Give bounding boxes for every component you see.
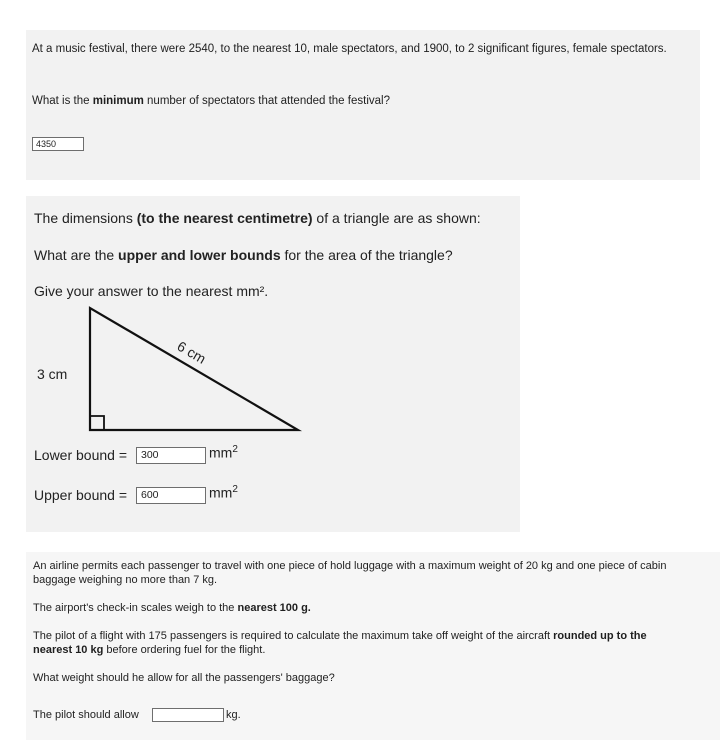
triangle-shape: [90, 308, 298, 430]
q2-line2-post: for the area of the triangle?: [280, 247, 453, 263]
q2-line-3: Give your answer to the nearest mm².: [34, 283, 269, 299]
upper-bound-input[interactable]: 600: [136, 487, 206, 504]
q3-para-3b: [33, 644, 265, 656]
q3-para-1: An airline permits each passenger to travel with one piece of hold luggage with a maximum weight of 20 kg and one piece of cabin: [33, 560, 667, 572]
upper-unit-text: mm: [209, 484, 233, 501]
q1-answer-input[interactable]: 4350: [32, 137, 84, 151]
lower-bound-unit: [209, 444, 238, 461]
lower-bound-input[interactable]: 300: [136, 447, 206, 464]
question-3-card: [26, 552, 720, 740]
question-2-card: [26, 196, 520, 532]
q2-line2-pre: What are the: [34, 247, 119, 263]
q1-question-pre: What is the: [32, 95, 93, 107]
q2-line1-post: of a triangle are as shown:: [312, 210, 481, 226]
q3-para-1b: baggage weighing no more than 7 kg.: [33, 574, 218, 586]
upper-bound-unit: [209, 484, 238, 501]
lower-unit-power: 2: [232, 444, 238, 455]
q3-para3-pre: The pilot of a flight with 175 passengers is required to calculate the maximum take off weight of the aircraft: [33, 630, 554, 642]
q3-answer-input[interactable]: [152, 708, 224, 722]
upper-bound-label: Upper bound =: [34, 487, 128, 503]
upper-unit-power: 2: [232, 484, 238, 495]
vertical-side-label: 3 cm: [37, 366, 68, 382]
lower-bound-label: Lower bound =: [34, 447, 128, 463]
right-angle-marker: [90, 416, 104, 430]
q3-para-4: What weight should he allow for all the passengers' baggage?: [33, 672, 335, 684]
question-1-card: [26, 30, 700, 180]
q3-answer-label: The pilot should allow: [33, 709, 139, 721]
q3-para2-bold: nearest 100 g.: [237, 602, 311, 614]
q1-question-bold: minimum: [92, 95, 144, 107]
hypotenuse-label: 6 cm: [174, 337, 209, 367]
q3-para-2: [33, 602, 311, 614]
q2-line1-bold: (to the nearest centimetre): [136, 210, 313, 226]
q1-statement: At a music festival, there were 2540, to the nearest 10, male spectators, and 1900, to 2 significant figures, female spectators.: [32, 43, 667, 55]
q3-para-3: [33, 630, 647, 642]
q2-line1-pre: The dimensions: [34, 210, 137, 226]
lower-unit-text: mm: [209, 444, 233, 461]
q1-question: [32, 95, 390, 107]
q1-question-post: number of spectators that attended the festival?: [143, 95, 390, 107]
q3-para3-bold1: rounded up to the: [553, 630, 647, 642]
triangle-diagram: [26, 196, 520, 532]
q3-para3-bold2: nearest 10 kg: [33, 644, 104, 656]
q3-para3-post: before ordering fuel for the flight.: [103, 644, 266, 656]
q2-line2-bold: upper and lower bounds: [118, 247, 281, 263]
q3-answer-unit: kg.: [226, 709, 241, 721]
q3-para2-pre: The airport's check-in scales weigh to the: [33, 602, 238, 614]
